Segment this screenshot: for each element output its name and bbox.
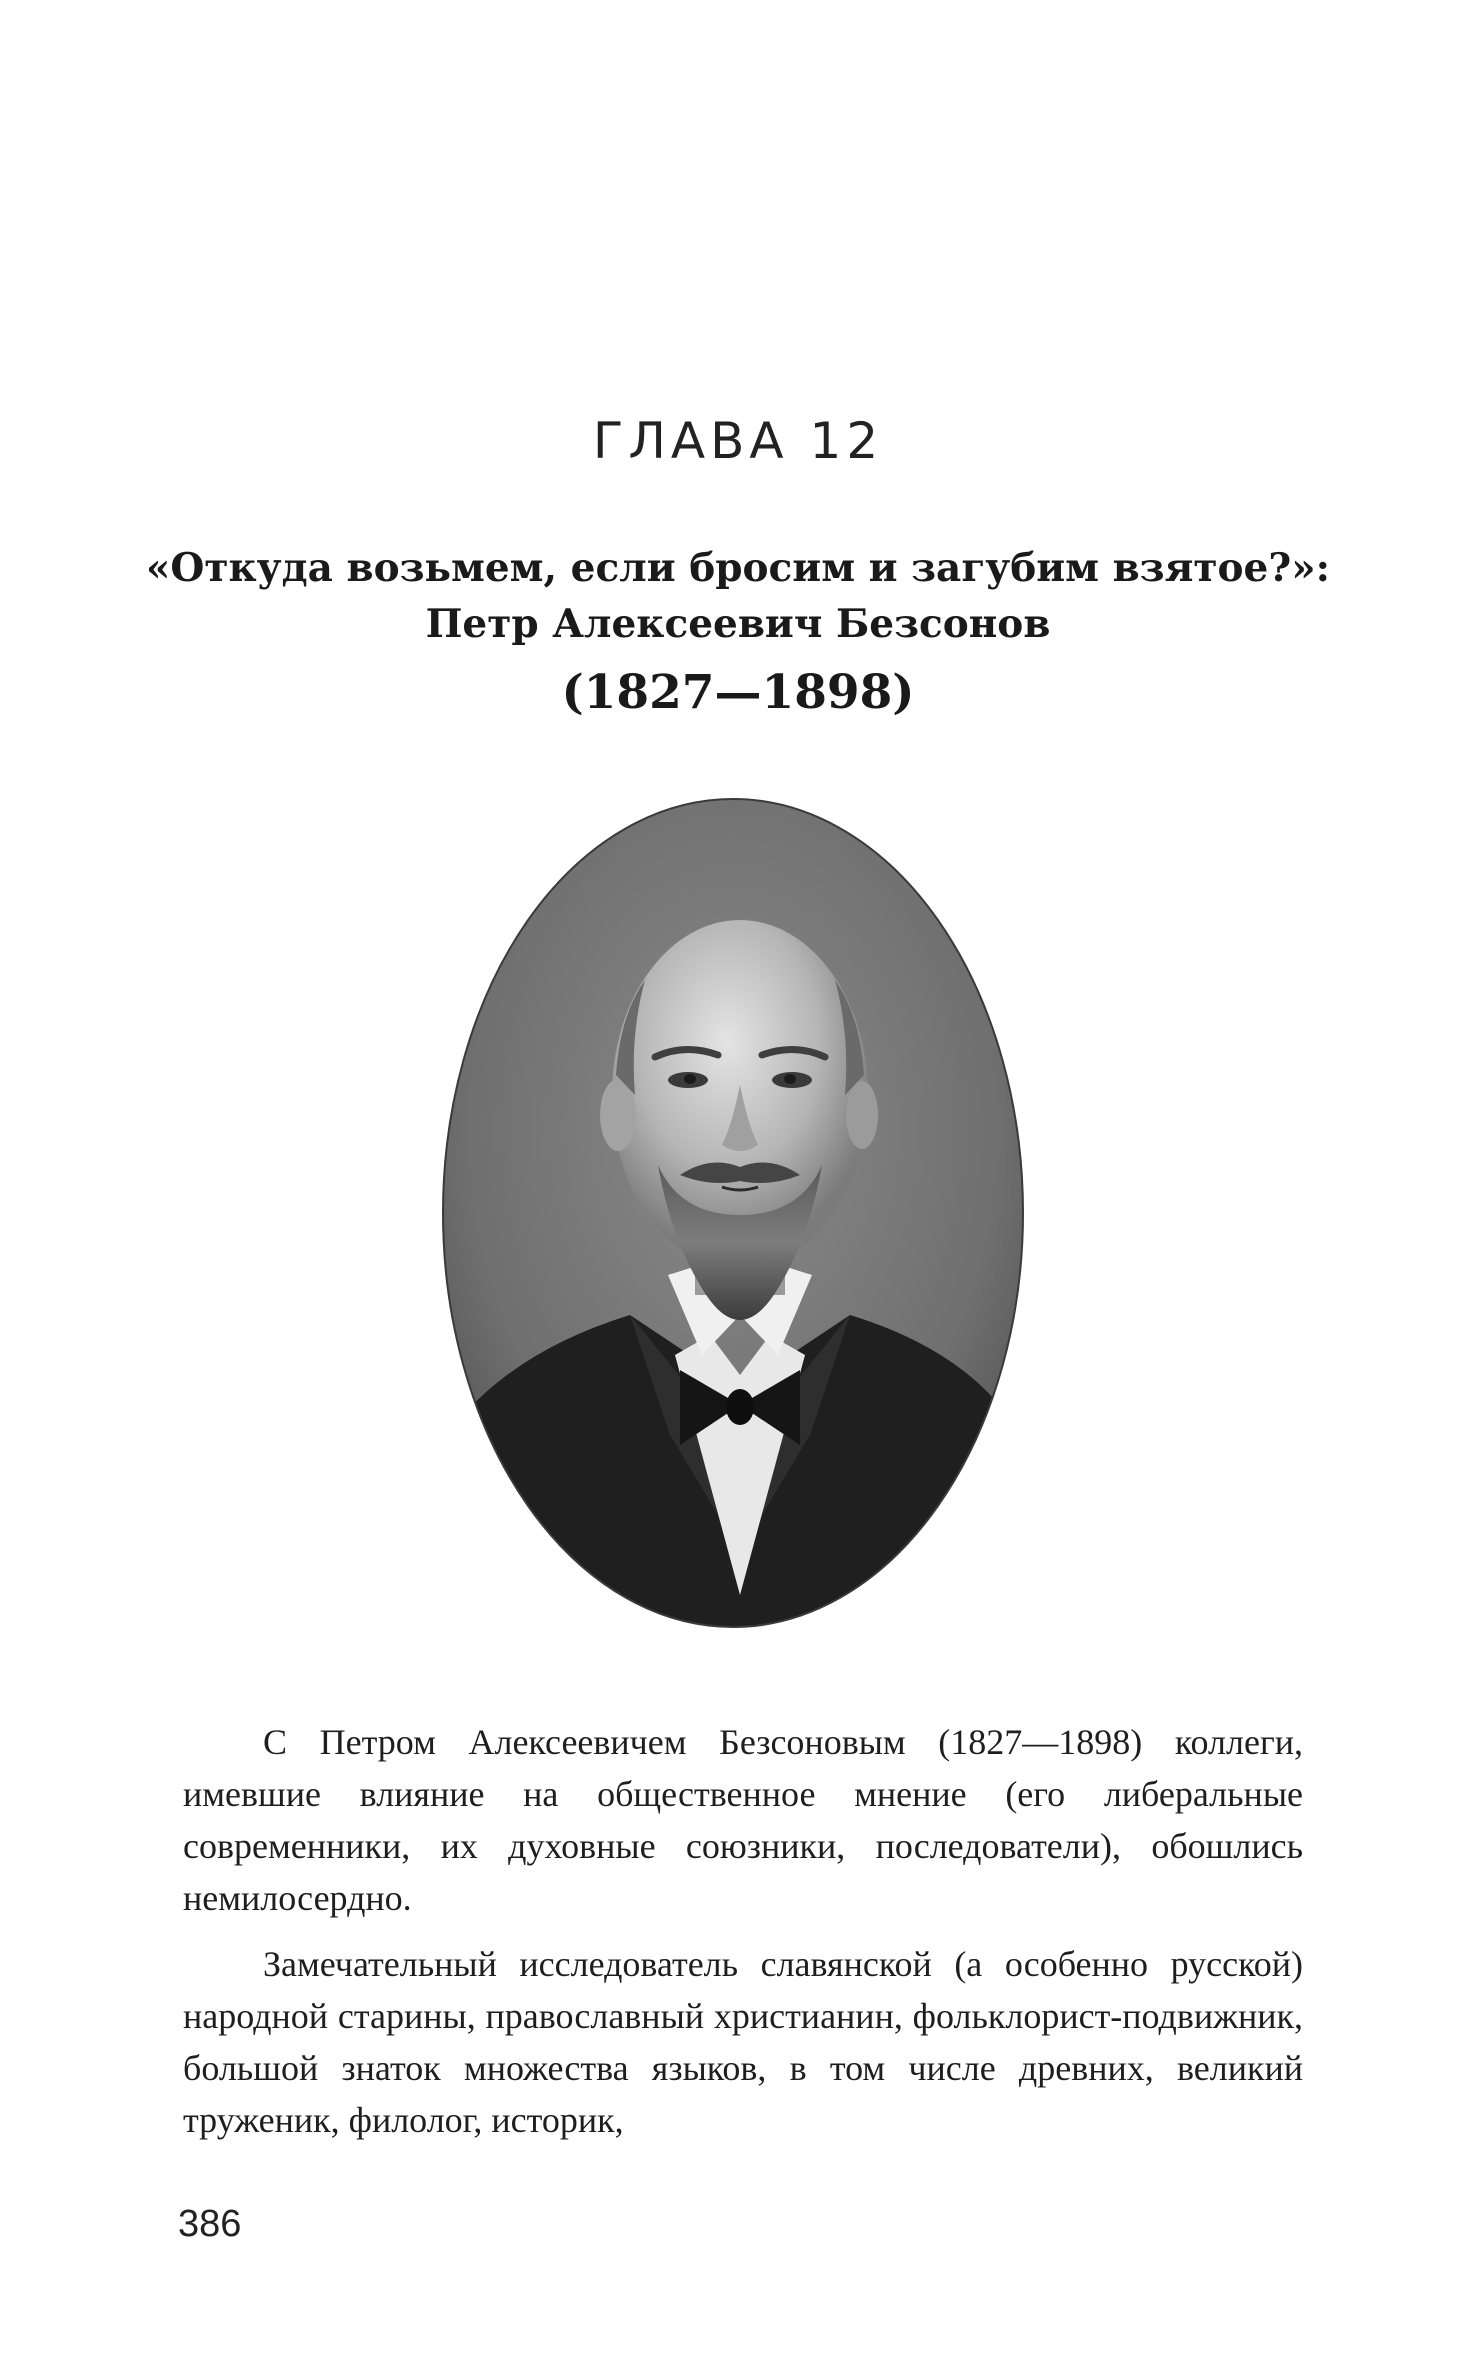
chapter-label: ГЛАВА 12 (592, 412, 884, 470)
page-number: 386 (178, 2203, 242, 2245)
portrait-photo (440, 795, 1026, 1631)
body-text (183, 1716, 1303, 2146)
chapter-title (100, 540, 1376, 728)
chapter-title-line-1: «Откуда возьмем, если бросим и загубим взятое?»: (146, 545, 1330, 591)
chapter-title-dates: (1827—1898) (561, 665, 915, 720)
paragraph: Замечательный исследователь славянской (а особенно русской) народной старины, православный христианин, фольклорист-подвижник, большой знаток множества языков, в том числе древних, великий труженик, филолог, историк, (183, 1944, 1303, 2140)
paragraph: С Петром Алексеевичем Безсоновым (1827—1898) коллеги, имевшие влияние на общественное мнение (его либеральные современники, их духовные союзники, последователи), обошлись немилосердно. (183, 1722, 1303, 1918)
chapter-title-line-2: Петр Алексеевич Безсонов (425, 601, 1051, 647)
